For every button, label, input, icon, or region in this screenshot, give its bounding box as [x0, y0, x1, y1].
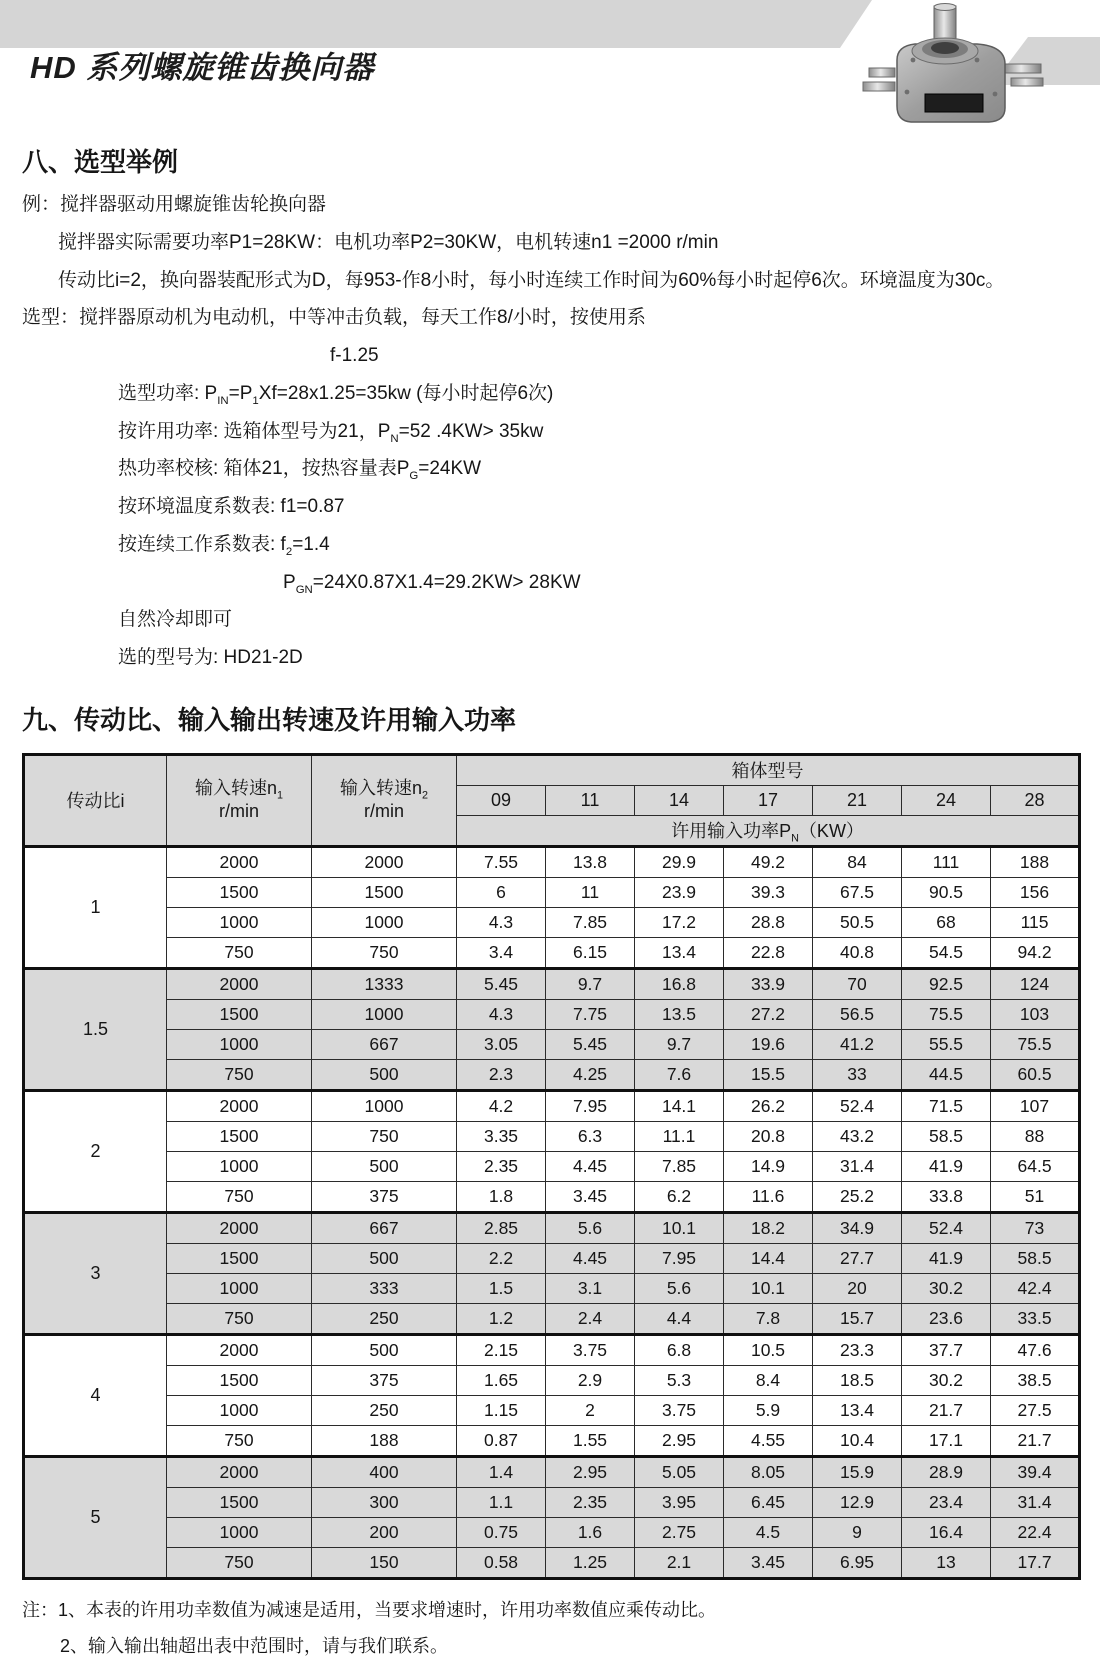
n1-speed-cell: 1500: [167, 999, 312, 1029]
power-value-cell: 13: [902, 1547, 991, 1578]
power-value-cell: 6.8: [635, 1334, 724, 1365]
power-value-cell: 6.15: [546, 937, 635, 968]
power-value-cell: 7.75: [546, 999, 635, 1029]
power-value-cell: 92.5: [902, 968, 991, 999]
power-value-cell: 23.9: [635, 877, 724, 907]
power-value-cell: 23.3: [813, 1334, 902, 1365]
table-row: [24, 1487, 1080, 1517]
power-value-cell: 10.1: [635, 1212, 724, 1243]
table-row: [24, 877, 1080, 907]
power-value-cell: 6.95: [813, 1547, 902, 1578]
n1-speed-cell: 1000: [167, 1273, 312, 1303]
power-value-cell: 52.4: [902, 1212, 991, 1243]
conditions-line: 传动比i=2，换向器装配形式为D，每953-作8小时，每小时连续工作时间为60%每小时起停6次。环境温度为30c。: [58, 269, 1005, 291]
power-value-cell: 1.1: [457, 1487, 546, 1517]
power-value-cell: 6: [457, 877, 546, 907]
power-value-cell: 71.5: [902, 1090, 991, 1121]
n1-speed-cell: 1500: [167, 1243, 312, 1273]
n1-speed-cell: 2000: [167, 1090, 312, 1121]
power-value-cell: 75.5: [991, 1029, 1080, 1059]
power-value-cell: 60.5: [991, 1059, 1080, 1090]
power-value-cell: 47.6: [991, 1334, 1080, 1365]
power-value-cell: 33.8: [902, 1181, 991, 1212]
power-value-cell: 23.6: [902, 1303, 991, 1334]
power-value-cell: 1.4: [457, 1456, 546, 1487]
table-row: [24, 968, 1080, 999]
power-value-cell: 44.5: [902, 1059, 991, 1090]
power-value-cell: 1.15: [457, 1395, 546, 1425]
table-row: [24, 1303, 1080, 1334]
allowable-power-header: 许用输入功率$P_N(KW)$: [457, 815, 1080, 846]
power-value-cell: 3.35: [457, 1121, 546, 1151]
table-row: [24, 937, 1080, 968]
power-value-cell: 4.55: [724, 1425, 813, 1456]
power-value-cell: 2.1: [635, 1547, 724, 1578]
power-value-cell: 20: [813, 1273, 902, 1303]
n2-speed-cell: 188: [312, 1425, 457, 1456]
n2-speed-cell: 1500: [312, 877, 457, 907]
power-value-cell: 75.5: [902, 999, 991, 1029]
power-value-cell: 21.7: [991, 1425, 1080, 1456]
power-value-cell: 28.8: [724, 907, 813, 937]
power-value-cell: 8.4: [724, 1365, 813, 1395]
table-row: [24, 1121, 1080, 1151]
power-value-cell: 9.7: [546, 968, 635, 999]
n2-speed-cell: 500: [312, 1243, 457, 1273]
power-value-cell: 3.45: [724, 1547, 813, 1578]
n2-speed-cell: 750: [312, 937, 457, 968]
n1-speed-cell: 1500: [167, 1487, 312, 1517]
power-value-cell: 1.55: [546, 1425, 635, 1456]
n2-speed-cell: 667: [312, 1029, 457, 1059]
power-value-cell: 2.85: [457, 1212, 546, 1243]
power-value-cell: 15.7: [813, 1303, 902, 1334]
power-value-cell: 7.6: [635, 1059, 724, 1090]
power-value-cell: 29.9: [635, 846, 724, 877]
power-value-cell: 3.95: [635, 1487, 724, 1517]
power-value-cell: 58.5: [902, 1121, 991, 1151]
power-value-cell: 41.9: [902, 1243, 991, 1273]
power-value-cell: 30.2: [902, 1365, 991, 1395]
power-value-cell: 27.2: [724, 999, 813, 1029]
pgn-calc-line: $P_{GN}=24X0.87X1.4=29.2KW> 28KW$: [283, 571, 581, 596]
power-value-cell: 2.95: [635, 1425, 724, 1456]
power-value-cell: 25.2: [813, 1181, 902, 1212]
model-header: 09: [457, 785, 546, 815]
ratio-power-table: [22, 753, 1081, 1580]
power-value-cell: 14.1: [635, 1090, 724, 1121]
n1-speed-cell: 750: [167, 1425, 312, 1456]
table-row: [24, 1425, 1080, 1456]
model-header: 11: [546, 785, 635, 815]
power-value-cell: 43.2: [813, 1121, 902, 1151]
power-value-cell: 3.45: [546, 1181, 635, 1212]
n2-speed-cell: 2000: [312, 846, 457, 877]
power-value-cell: 4.45: [546, 1243, 635, 1273]
n1-speed-cell: 1000: [167, 907, 312, 937]
n2-speed-cell: 500: [312, 1151, 457, 1181]
n1-speed-cell: 1500: [167, 877, 312, 907]
power-value-cell: 33: [813, 1059, 902, 1090]
power-value-cell: 10.1: [724, 1273, 813, 1303]
table-row: [24, 1517, 1080, 1547]
section8-heading: 八、选型举例: [22, 147, 179, 177]
power-value-cell: 5.45: [546, 1029, 635, 1059]
n2-speed-cell: 1000: [312, 999, 457, 1029]
table-row: [24, 1334, 1080, 1365]
n2-speed-cell: 750: [312, 1121, 457, 1151]
power-value-cell: 13.4: [635, 937, 724, 968]
power-value-cell: 8.05: [724, 1456, 813, 1487]
power-value-cell: 2.35: [546, 1487, 635, 1517]
power-value-cell: 1.2: [457, 1303, 546, 1334]
title-band: [0, 0, 872, 48]
power-value-cell: 51: [991, 1181, 1080, 1212]
allowable-power-line: 按许用功率: 选箱体型号为21，$P_N=52$ .4KW> 35kw: [118, 420, 544, 445]
n1-speed-cell: 2000: [167, 846, 312, 877]
power-value-cell: 14.9: [724, 1151, 813, 1181]
power-value-cell: 7.95: [635, 1243, 724, 1273]
n2-speed-cell: 250: [312, 1395, 457, 1425]
power-value-cell: 55.5: [902, 1029, 991, 1059]
n1-speed-cell: 750: [167, 1303, 312, 1334]
power-value-cell: 6.2: [635, 1181, 724, 1212]
power-value-cell: 40.8: [813, 937, 902, 968]
ambient-factor-line: 按环境温度系数表: f1=0.87: [118, 496, 345, 517]
table-row: [24, 999, 1080, 1029]
power-value-cell: 107: [991, 1090, 1080, 1121]
n2-speed-cell: 300: [312, 1487, 457, 1517]
selected-model-line: 选的型号为: HD21-2D: [118, 647, 303, 668]
power-value-cell: 12.9: [813, 1487, 902, 1517]
power-value-cell: 4.45: [546, 1151, 635, 1181]
n1-speed-cell: 2000: [167, 1456, 312, 1487]
power-value-cell: 1.65: [457, 1365, 546, 1395]
box-model-header: 箱体型号: [457, 754, 1080, 785]
duty-factor-line: 按连续工作系数表: $f_2=1.4$: [118, 533, 330, 558]
ratio-cell: 3: [24, 1212, 167, 1334]
power-value-cell: 10.5: [724, 1334, 813, 1365]
n2-speed-cell: 375: [312, 1181, 457, 1212]
power-value-cell: 15.5: [724, 1059, 813, 1090]
power-value-cell: 23.4: [902, 1487, 991, 1517]
power-value-cell: 64.5: [991, 1151, 1080, 1181]
ratio-cell: 5: [24, 1456, 167, 1578]
power-value-cell: 22.4: [991, 1517, 1080, 1547]
power-value-cell: 33.5: [991, 1303, 1080, 1334]
power-value-cell: 90.5: [902, 877, 991, 907]
power-value-cell: 41.9: [902, 1151, 991, 1181]
power-value-cell: 27.7: [813, 1243, 902, 1273]
power-value-cell: 67.5: [813, 877, 902, 907]
power-value-cell: 2.35: [457, 1151, 546, 1181]
n2-speed-cell: 150: [312, 1547, 457, 1578]
n1-speed-cell: 1000: [167, 1029, 312, 1059]
n1-speed-cell: 2000: [167, 1334, 312, 1365]
power-value-cell: 15.9: [813, 1456, 902, 1487]
power-value-cell: 0.87: [457, 1425, 546, 1456]
power-value-cell: 70: [813, 968, 902, 999]
table-row: [24, 1151, 1080, 1181]
power-value-cell: 4.25: [546, 1059, 635, 1090]
power-value-cell: 2.3: [457, 1059, 546, 1090]
table-row: [24, 1547, 1080, 1578]
power-value-cell: 58.5: [991, 1243, 1080, 1273]
power-value-cell: 42.4: [991, 1273, 1080, 1303]
power-value-cell: 156: [991, 877, 1080, 907]
table-row: [24, 846, 1080, 877]
power-value-cell: 41.2: [813, 1029, 902, 1059]
power-value-cell: 37.7: [902, 1334, 991, 1365]
power-value-cell: 9: [813, 1517, 902, 1547]
n2-speed-cell: 200: [312, 1517, 457, 1547]
table-row: [24, 1395, 1080, 1425]
power-value-cell: 3.75: [635, 1395, 724, 1425]
power-value-cell: 7.95: [546, 1090, 635, 1121]
power-value-cell: 14.4: [724, 1243, 813, 1273]
power-value-cell: 1.8: [457, 1181, 546, 1212]
power-calc-line: 选型功率: $P_{IN}=P_1Xf=28x1.25=35kw$ (每小时起停6次): [118, 382, 554, 407]
power-value-cell: 11.6: [724, 1181, 813, 1212]
power-value-cell: 20.8: [724, 1121, 813, 1151]
power-value-cell: 84: [813, 846, 902, 877]
gearbox-product-image: [845, 2, 1060, 130]
power-value-cell: 4.5: [724, 1517, 813, 1547]
power-value-cell: 2.9: [546, 1365, 635, 1395]
table-row: [24, 1212, 1080, 1243]
n2-speed-cell: 375: [312, 1365, 457, 1395]
section9-heading: 九、传动比、输入输出转速及许用输入功率: [22, 704, 517, 735]
power-value-cell: 2.15: [457, 1334, 546, 1365]
n2-speed-cell: 1000: [312, 907, 457, 937]
power-value-cell: 4.3: [457, 999, 546, 1029]
power-value-cell: 31.4: [991, 1487, 1080, 1517]
power-value-cell: 124: [991, 968, 1080, 999]
n1-speed-cell: 1000: [167, 1395, 312, 1425]
n1-speed-cell: 2000: [167, 968, 312, 999]
power-value-cell: 33.9: [724, 968, 813, 999]
power-value-cell: 39.3: [724, 877, 813, 907]
cooling-line: 自然冷却即可: [118, 609, 233, 631]
power-value-cell: 38.5: [991, 1365, 1080, 1395]
power-value-cell: 39.4: [991, 1456, 1080, 1487]
power-value-cell: 27.5: [991, 1395, 1080, 1425]
power-value-cell: 17.7: [991, 1547, 1080, 1578]
power-value-cell: 7.85: [546, 907, 635, 937]
power-value-cell: 30.2: [902, 1273, 991, 1303]
power-value-cell: 10.4: [813, 1425, 902, 1456]
col-header-ratio: 传动比i: [24, 754, 167, 846]
power-value-cell: 18.2: [724, 1212, 813, 1243]
example-line: 例：搅拌器驱动用螺旋锥齿轮换向器: [22, 194, 327, 215]
power-value-cell: 49.2: [724, 846, 813, 877]
power-value-cell: 13.8: [546, 846, 635, 877]
power-value-cell: 13.5: [635, 999, 724, 1029]
power-value-cell: 9.7: [635, 1029, 724, 1059]
power-value-cell: 31.4: [813, 1151, 902, 1181]
n1-speed-cell: 1500: [167, 1365, 312, 1395]
n2-speed-cell: 1333: [312, 968, 457, 999]
power-value-cell: 21.7: [902, 1395, 991, 1425]
power-value-cell: 1.6: [546, 1517, 635, 1547]
power-value-cell: 50.5: [813, 907, 902, 937]
power-value-cell: 94.2: [991, 937, 1080, 968]
table-row: [24, 1273, 1080, 1303]
power-value-cell: 103: [991, 999, 1080, 1029]
table-row: [24, 1181, 1080, 1212]
power-value-cell: 2.75: [635, 1517, 724, 1547]
n1-speed-cell: 750: [167, 1181, 312, 1212]
table-row: [24, 1365, 1080, 1395]
power-value-cell: 13.4: [813, 1395, 902, 1425]
power-value-cell: 73: [991, 1212, 1080, 1243]
power-value-cell: 115: [991, 907, 1080, 937]
power-value-cell: 16.4: [902, 1517, 991, 1547]
model-header: 28: [991, 785, 1080, 815]
power-value-cell: 4.4: [635, 1303, 724, 1334]
ratio-cell: 4: [24, 1334, 167, 1456]
table-row: [24, 1243, 1080, 1273]
power-value-cell: 2.95: [546, 1456, 635, 1487]
page-header: [0, 0, 1100, 132]
power-value-cell: 4.2: [457, 1090, 546, 1121]
power-value-cell: 5.9: [724, 1395, 813, 1425]
power-value-cell: 28.9: [902, 1456, 991, 1487]
power-value-cell: 17.2: [635, 907, 724, 937]
n2-speed-cell: 667: [312, 1212, 457, 1243]
model-header: 17: [724, 785, 813, 815]
n1-speed-cell: 1500: [167, 1121, 312, 1151]
n2-speed-cell: 1000: [312, 1090, 457, 1121]
power-value-cell: 7.8: [724, 1303, 813, 1334]
power-value-cell: 54.5: [902, 937, 991, 968]
power-value-cell: 11.1: [635, 1121, 724, 1151]
n1-speed-cell: 2000: [167, 1212, 312, 1243]
power-value-cell: 3.05: [457, 1029, 546, 1059]
n2-speed-cell: 333: [312, 1273, 457, 1303]
power-value-cell: 68: [902, 907, 991, 937]
power-value-cell: 5.05: [635, 1456, 724, 1487]
n2-speed-cell: 500: [312, 1059, 457, 1090]
power-value-cell: 7.85: [635, 1151, 724, 1181]
power-value-cell: 5.45: [457, 968, 546, 999]
power-value-cell: 5.3: [635, 1365, 724, 1395]
power-value-cell: 6.45: [724, 1487, 813, 1517]
power-value-cell: 2.4: [546, 1303, 635, 1334]
power-value-cell: 1.25: [546, 1547, 635, 1578]
note-1: 注：1、本表的许用功幸数值为减速是适用，当要求增速时，许用功率数值应乘传动比。: [22, 1599, 717, 1620]
power-value-cell: 16.8: [635, 968, 724, 999]
n1-speed-cell: 750: [167, 1059, 312, 1090]
model-header: 14: [635, 785, 724, 815]
power-value-cell: 1.5: [457, 1273, 546, 1303]
table-row: [24, 1059, 1080, 1090]
ratio-table-body: [24, 846, 1080, 1578]
power-value-cell: 5.6: [635, 1273, 724, 1303]
power-value-cell: 111: [902, 846, 991, 877]
power-value-cell: 34.9: [813, 1212, 902, 1243]
selection-intro-line: 选型：搅拌器原动机为电动机，中等冲击负载，每天工作8/小时，按使用系: [22, 307, 646, 329]
service-factor-line: f-1.25: [330, 345, 379, 366]
n2-speed-cell: 250: [312, 1303, 457, 1334]
power-value-cell: 19.6: [724, 1029, 813, 1059]
model-header: 21: [813, 785, 902, 815]
n1-speed-cell: 750: [167, 1547, 312, 1578]
power-value-cell: 56.5: [813, 999, 902, 1029]
power-value-cell: 17.1: [902, 1425, 991, 1456]
power-value-cell: 0.75: [457, 1517, 546, 1547]
power-value-cell: 3.4: [457, 937, 546, 968]
power-value-cell: 88: [991, 1121, 1080, 1151]
power-value-cell: 2.2: [457, 1243, 546, 1273]
table-row: [24, 1456, 1080, 1487]
power-value-cell: 3.1: [546, 1273, 635, 1303]
n1-speed-cell: 1000: [167, 1151, 312, 1181]
power-value-cell: 188: [991, 846, 1080, 877]
power-value-cell: 2: [546, 1395, 635, 1425]
col-header-input-speed-n1: 输入转速$n_1$ r/min: [167, 754, 312, 846]
table-row: [24, 1029, 1080, 1059]
col-header-input-speed-n2: 输入转速$n_2$ r/min: [312, 754, 457, 846]
requirement-line: 搅拌器实际需要功率P1=28KW：电机功率P2=30KW，电机转速n1 =2000 r/min: [58, 231, 719, 253]
n2-speed-cell: 400: [312, 1456, 457, 1487]
power-value-cell: 52.4: [813, 1090, 902, 1121]
power-value-cell: 5.6: [546, 1212, 635, 1243]
power-value-cell: 7.55: [457, 846, 546, 877]
model-header: 24: [902, 785, 991, 815]
ratio-cell: 1.5: [24, 968, 167, 1090]
table-row: [24, 1090, 1080, 1121]
n1-speed-cell: 750: [167, 937, 312, 968]
power-value-cell: 3.75: [546, 1334, 635, 1365]
n1-speed-cell: 1000: [167, 1517, 312, 1547]
thermal-check-line: 热功率校核: 箱体21，按热容量表$P_G=24KW$: [118, 458, 482, 483]
power-value-cell: 26.2: [724, 1090, 813, 1121]
power-value-cell: 0.58: [457, 1547, 546, 1578]
note-2: 2、输入输出轴超出表中范围时，请与我们联系。: [60, 1635, 449, 1656]
page-title: HD 系列螺旋锥齿换向器: [30, 50, 375, 85]
table-row: [24, 907, 1080, 937]
ratio-cell: 2: [24, 1090, 167, 1212]
power-value-cell: 18.5: [813, 1365, 902, 1395]
power-value-cell: 22.8: [724, 937, 813, 968]
n2-speed-cell: 500: [312, 1334, 457, 1365]
power-value-cell: 11: [546, 877, 635, 907]
power-value-cell: 6.3: [546, 1121, 635, 1151]
ratio-cell: 1: [24, 846, 167, 968]
power-value-cell: 4.3: [457, 907, 546, 937]
